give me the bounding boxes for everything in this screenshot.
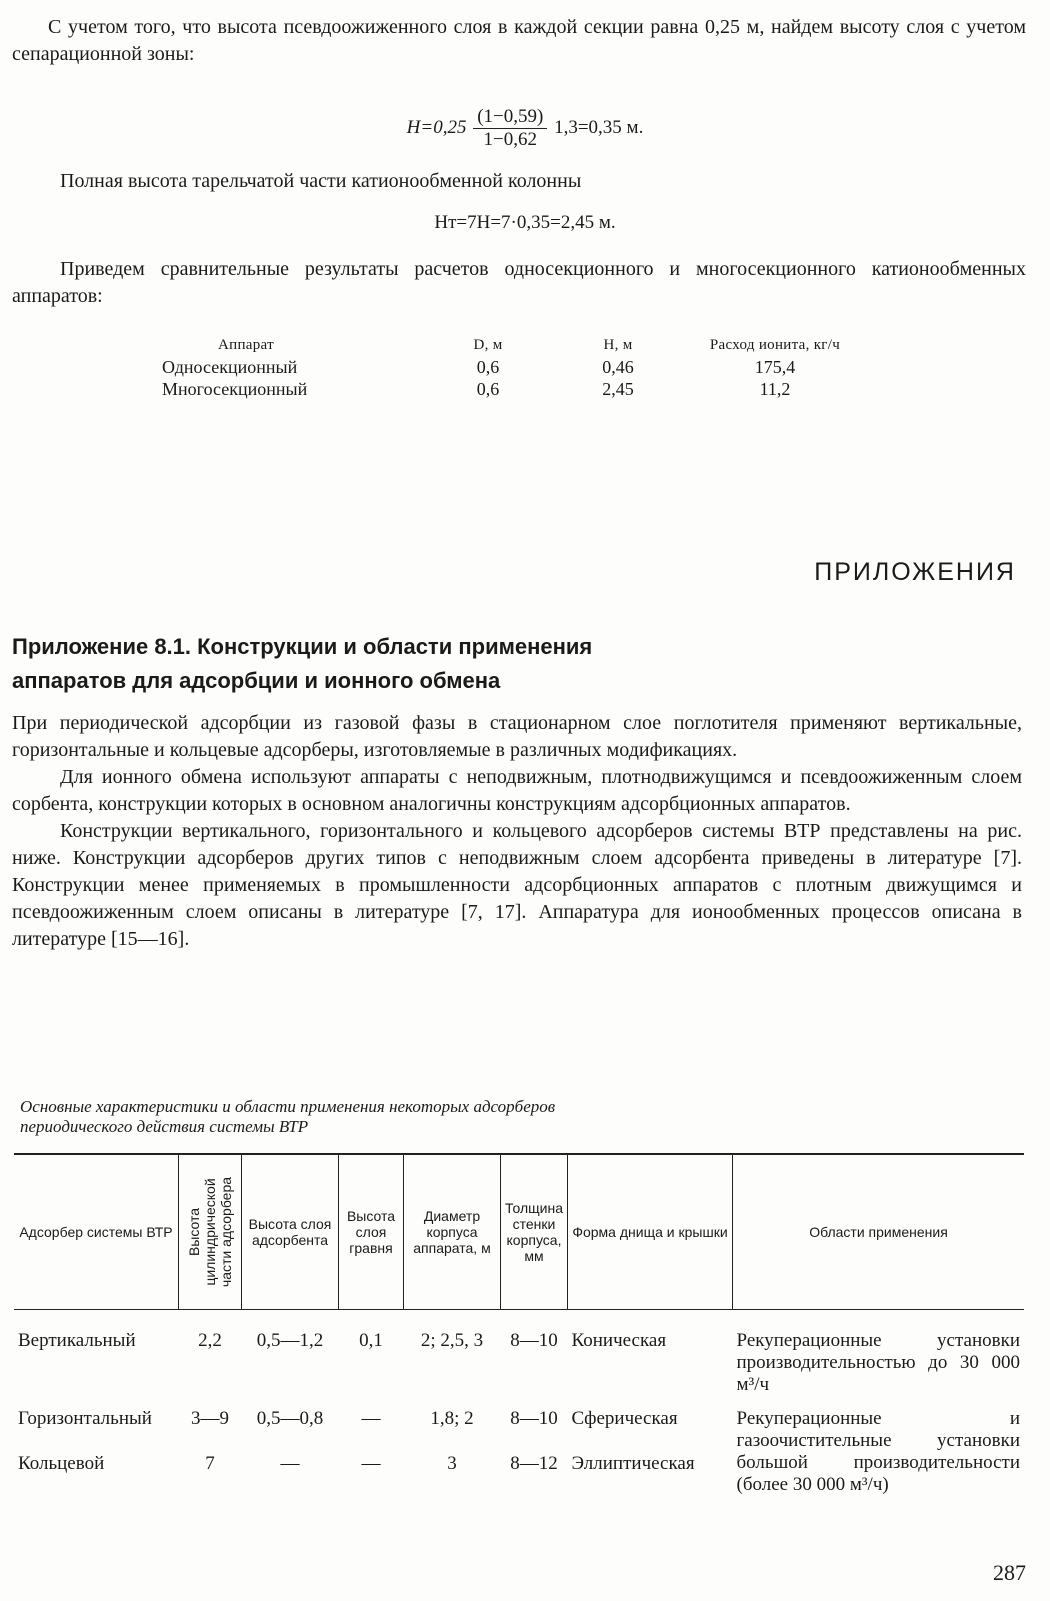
header-bottom-shape: Форма днища и крышки (568, 1154, 733, 1310)
table-cell: Коническая (571, 1329, 667, 1351)
header-diameter: Диаметр корпуса аппарата, м (404, 1154, 501, 1310)
comparison-table (162, 334, 862, 400)
comparison-cell: 11,2 (759, 379, 791, 399)
page-number: 287 (993, 1560, 1026, 1585)
table-caption-line1: Основные характеристики и области применения некоторых адсорберов (20, 1097, 556, 1116)
table-cell: 2,2 (198, 1329, 222, 1351)
comparison-cell: 175,4 (754, 357, 796, 377)
fraction-numerator: (1−0,59) (473, 106, 547, 129)
comparison-cell: 0,6 (476, 357, 500, 377)
table-cell: Сферическая (571, 1407, 678, 1429)
formula-right: 1,3=0,35 м. (554, 116, 644, 138)
header-wall-thickness: Толщина стенки корпуса, мм (501, 1154, 568, 1310)
comparison-header-consumption: Расход ионита, кг/ч (709, 337, 841, 353)
comparison-header-row (162, 334, 862, 356)
header-adsorber: Адсорбер системы ВТР (14, 1154, 179, 1310)
table-cell: Кольцевой (18, 1452, 105, 1474)
comparison-row (162, 378, 862, 400)
comparison-cell: Односекционный (162, 357, 298, 377)
table-cell: 3—9 (191, 1407, 229, 1429)
table-cell: 0,5—0,8 (256, 1407, 324, 1429)
appendix-paragraph-1: При периодической адсорбции из газовой фазы в стационарном слое поглотителя применяют вертикальные, горизонтальные и кольцевые адсорберы, изготовляемые в различных модификациях. (12, 712, 1022, 761)
comparison-header-h: H, м (603, 337, 633, 353)
appendix-paragraph-2: Для ионного обмена используют аппараты с неподвижным, плотнодвижущимся и псевдоожиженным слоем сорбента, конструкции которых в основном аналогичны конструкциям адсорбционных аппаратов. (12, 766, 1022, 815)
formula-fraction (473, 106, 547, 151)
section-heading-line1: Приложение 8.1. Конструкции и области применения (12, 634, 593, 659)
formula-height (12, 106, 1038, 151)
header-cyl-height-text: Высота цилиндрической части адсорбера (186, 1176, 234, 1288)
document-page (12, 10, 1038, 1590)
comparison-row (162, 356, 862, 378)
table-cell: 8—12 (510, 1452, 558, 1474)
adsorber-table (14, 1153, 1024, 1496)
table-cell: 0,5—1,2 (256, 1329, 324, 1351)
comparison-header-apparatus: Аппарат (218, 337, 274, 353)
appendix-paragraph-3: Конструкции вертикального, горизонтального и кольцевого адсорберов системы ВТР представлены на рис. ниже. Конструкции адсорберов других типов с неподвижным слоем адсорбента приведены в литературе [7]. Конструкции менее применяемых в промышленности адсорбционных аппаратов с плотным движущимся и псевдоожиженным слоем описаны в литературе [7, 17]. Аппаратура для ионообменных процессов описана в литературе [15—16]. (12, 820, 1022, 950)
header-cyl-height (179, 1154, 242, 1310)
formula-total-height: Hт=7H=7·0,35=2,45 м. (434, 212, 616, 233)
table-caption-line2: периодического действия системы ВТР (20, 1117, 309, 1136)
table-cell: 8—10 (510, 1407, 558, 1429)
adsorber-header-row (14, 1154, 1024, 1310)
table-cell: — (361, 1452, 381, 1474)
comparison-cell: 0,46 (602, 357, 634, 377)
section-heading (12, 630, 592, 698)
table-caption (20, 1097, 800, 1137)
formula-left: H=0,25 (406, 116, 467, 138)
comparison-cell: Многосекционный (162, 379, 308, 399)
table-cell: Горизонтальный (18, 1407, 152, 1429)
paragraph-intro: С учетом того, что высота псевдоожиженного слоя в каждой секции равна 0,25 м, найдем высоту слоя с учетом сепарационной зоны: (12, 16, 1026, 65)
paragraph-comparison: Приведем сравнительные результаты расчетов односекционного и многосекционного катионообменных аппаратов: (12, 258, 1026, 307)
appendix-body (12, 710, 1022, 953)
header-layer-height: Высота слоя адсорбента (242, 1154, 339, 1310)
table-cell: 7 (205, 1452, 215, 1474)
table-cell: 3 (447, 1452, 457, 1474)
table-cell: Вертикальный (18, 1329, 136, 1351)
table-cell: Эллиптическая (571, 1452, 695, 1474)
table-cell: 1,8; 2 (430, 1407, 474, 1429)
appendices-title: ПРИЛОЖЕНИЯ (814, 558, 1016, 586)
table-cell: 2; 2,5, 3 (420, 1329, 484, 1351)
table-row (14, 1408, 1024, 1445)
comparison-cell: 2,45 (602, 379, 634, 399)
paragraph-full-height: Полная высота тарельчатой части катионообменной колонны (60, 170, 582, 192)
table-row (14, 1330, 1024, 1408)
comparison-header-d: D, м (473, 337, 503, 353)
fraction-denominator: 1−0,62 (483, 129, 537, 150)
section-heading-line2: аппаратов для адсорбции и ионного обмена (12, 668, 501, 693)
table-cell-application: Рекуперационные и газоочистительные установки большой производительности (более 30 000 м³/ч) (736, 1407, 1020, 1495)
table-cell: 0,1 (359, 1329, 383, 1351)
table-cell: — (361, 1407, 381, 1429)
table-cell-application: Рекуперационные установки производительностью до 30 000 м³/ч (736, 1329, 1020, 1395)
header-gravel-height: Высота слоя гравня (339, 1154, 404, 1310)
header-application: Области применения (733, 1154, 1025, 1310)
table-cell: — (280, 1452, 300, 1474)
table-cell: 8—10 (510, 1329, 558, 1351)
comparison-cell: 0,6 (476, 379, 500, 399)
